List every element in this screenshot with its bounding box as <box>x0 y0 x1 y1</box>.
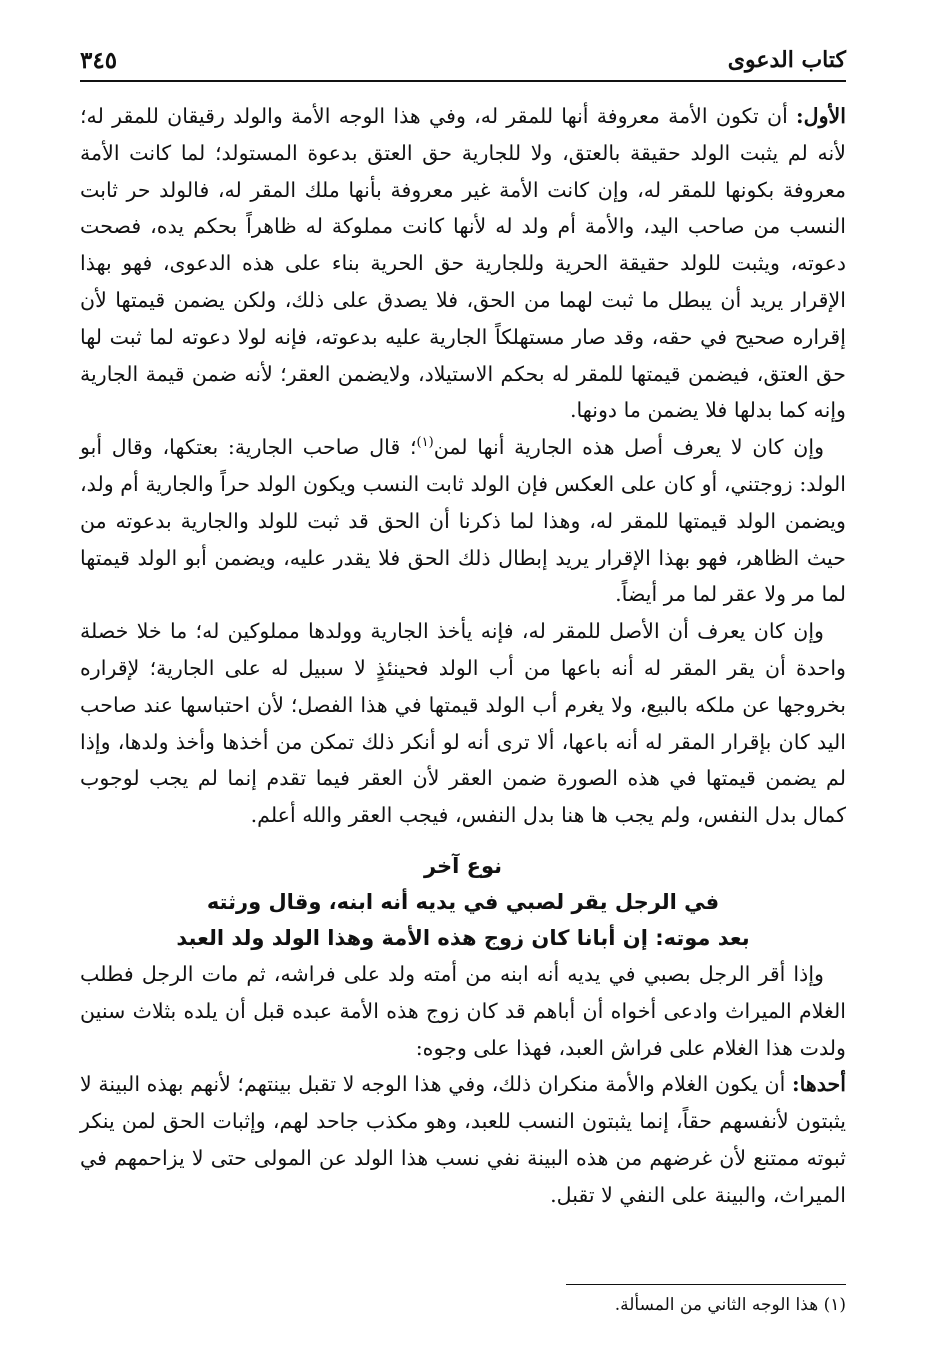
paragraph-text-4: وإذا أقر الرجل بصبي في يديه أنه ابنه من أمته ولد على فراشه، ثم مات الرجل فطلب الغلام الميراث وادعى أخواه أن أباهم قد كان زوج هذه الأمة عبده قبل أن يلده بثلاث سنين ولدت هذا الغلام على فراش العبد، فهذا على وجوه: <box>80 961 846 1060</box>
footnote-marker: (١) <box>823 1295 846 1315</box>
book-title: كتاب الدعوى <box>727 47 846 73</box>
paragraph-text-first: أن تكون الأمة معروفة أنها للمقر له، وفي هذا الوجه الأمة والولد رقيقان للمقر له؛ لأنه لم يثبت الولد حقيقة بالعتق، ولا للجارية حق العتق بدعوة المستولد؛ لما كانت الأمة معروفة بكونها للمقر له، وإن كانت الأمة غير معروفة بأنها ملك المقر له، فالولد حر ثابت النسب من صاحب اليد، والأمة أم ولد له لأنها كانت مملوكة له ظاهراً بحكم يده، فصحت دعوته، ويثبت للولد حقيقة الحرية وللجارية حق الحرية بناء على هذه الدعوى، فهو بهذا الإقرار يريد أن يبطل ما ثبت لهما من الحق، فلا يصدق على ذلك، ولكن يضمن قيمتها لأن إقراره صحيح في حقه، وقد صار مستهلكاً الجارية عليه بدعوته، فإنه لولا دعوته لما ثبت لها حق العتق، فيضمن قيمتها للمقر له بحكم الاستيلاد، ولايضمن العقر؛ لأنه ضمن قيمة الجارية وإنه كما بدلها فلا يضمن ما دونها. <box>80 104 846 423</box>
paragraph-text-2a: وإن كان لا يعرف أصل هذه الجارية أنها لمن <box>433 435 825 460</box>
running-header <box>80 40 846 82</box>
paragraph-known-origin <box>80 613 846 834</box>
paragraph-first-aspect <box>80 1066 846 1213</box>
paragraph-first-case <box>80 98 846 429</box>
paragraph-unknown-origin <box>80 429 846 613</box>
paragraph-new-case <box>80 956 846 1066</box>
paragraph-lead-second: أحدها: <box>792 1072 846 1097</box>
paragraph-lead-first: الأول: <box>796 104 846 128</box>
paragraph-text-3: وإن كان يعرف أن الأصل للمقر له، فإنه يأخذ الجارية وولدها مملوكين له؛ ما خلا خصلة واحدة أن يقر المقر له أنه باعها من أب الولد فحينئذٍ لا سبيل له على الجارية؛ لإقراره بخروجها عن ملكه بالبيع، ولا يغرم أب الولد قيمتها في هذا الفصل؛ لأن احتباسها عند صاحب اليد كان بإقرار المقر له أنه باعها، ألا ترى أنه لو أنكر ذلك تمكن من أخذها وأخذ ولدها، وإذا لم يضمن قيمتها في هذه الصورة ضمن العقر لأن العقر فيما تقدم إنما لم يجب لوجوب كمال بدل النفس، ولم يجب ها هنا بدل النفس، فيجب العقر والله أعلم. <box>80 619 846 828</box>
footnote-divider <box>566 1284 846 1285</box>
paragraph-text-2b: ؛ قال صاحب الجارية: بعتكها، وقال أبو الولد: زوجتني، أو كان على العكس فإن الولد ثابت النسب ويكون الولد حراً والجارية أم ولد، ويضمن الولد قيمتها للمقر له، وهذا لما ذكرنا أن الحق قد ثبت للولد والجارية بدعوته من حيث الظاهر، فهو بهذا الإقرار يريد إبطال ذلك الحق فلا يقدر عليه، ويضمن أبو الولد قيمتها لما مر ولا عقر لما مر أيضاً. <box>80 435 846 607</box>
footnote-reference: (١) <box>416 435 434 451</box>
section-heading-line1: نوع آخر <box>423 853 503 878</box>
footnote-text: هذا الوجه الثاني من المسألة. <box>614 1295 819 1315</box>
section-heading-line3: بعد موته: إن أبانا كان زوج هذه الأمة وهذا الولد ولد العبد <box>176 925 750 950</box>
footnote <box>80 1292 846 1318</box>
paragraph-text-5: أن يكون الغلام والأمة منكران ذلك، وفي هذا الوجه لا تقبل بينتهم؛ لأنهم بهذه البينة لا يثبتون لأنفسهم حقاً، إنما يثبتون النسب للعبد، وهو مكذب جاحد لهم، وإثبات الحق لمن ينكر ثبوته ممتنع لأن غرضهم من هذه البينة نفي نسب هذا الولد عن المولى حتى لا يزاحمهم في الميراث، والبينة على النفي لا تقبل. <box>80 1072 846 1207</box>
main-text <box>80 98 846 1214</box>
section-heading-line2: في الرجل يقر لصبي في يديه أنه ابنه، وقال ورثته <box>206 889 720 914</box>
page-number: ٣٤٥ <box>80 46 118 74</box>
